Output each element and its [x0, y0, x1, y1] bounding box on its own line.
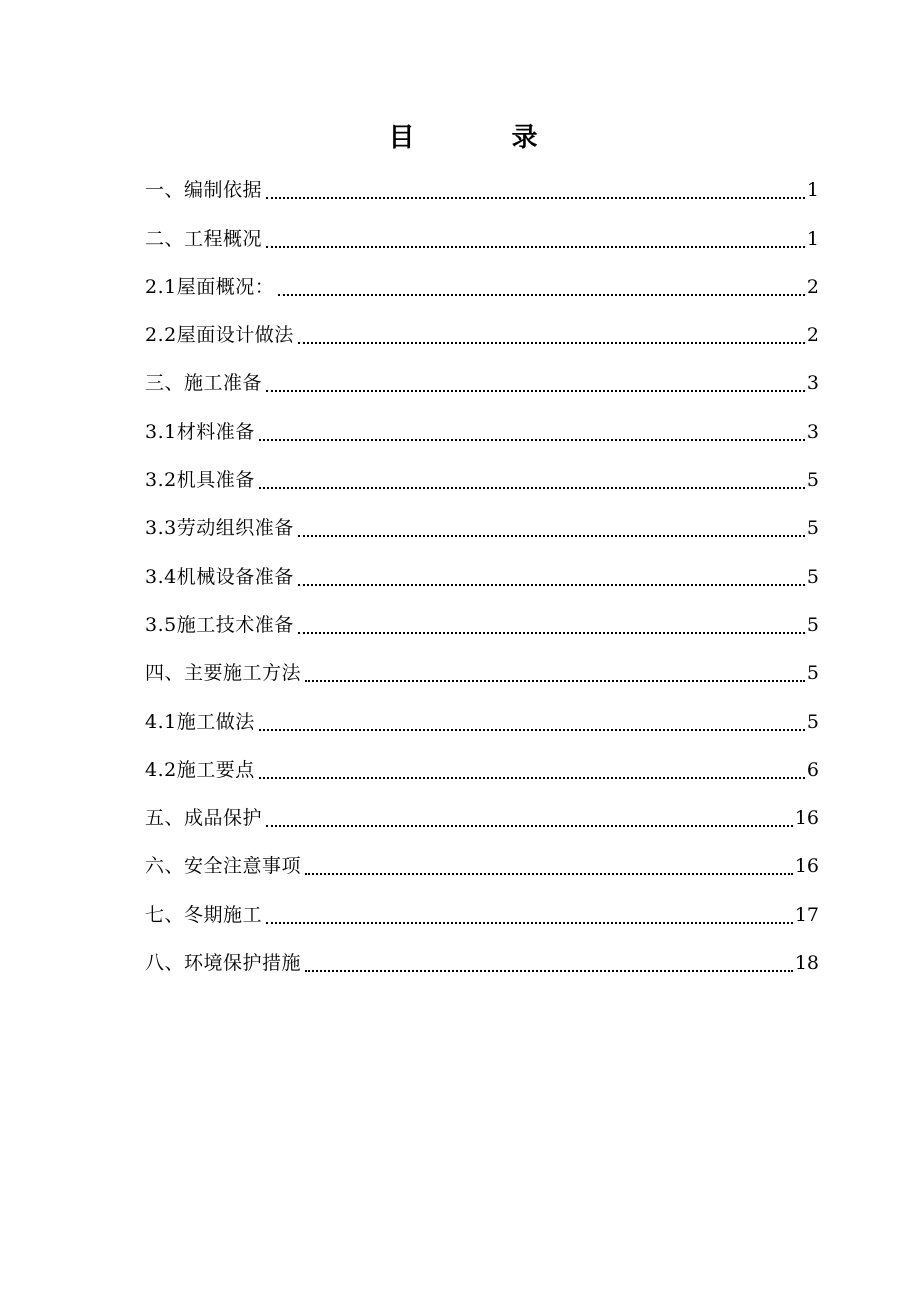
toc-entry-page: 5 [806, 517, 819, 540]
toc-entry-label: 三、施工准备 [145, 372, 263, 395]
toc-dot-leader [259, 439, 805, 441]
toc-entry-label: 七、冬期施工 [145, 903, 263, 926]
toc-entry-label: 3.5施工技术准备 [145, 613, 294, 636]
toc-entry-page: 5 [806, 565, 819, 588]
toc-dot-leader [266, 197, 805, 199]
toc-entry-page: 16 [794, 807, 819, 830]
toc-entry[interactable] [145, 259, 819, 307]
toc-entry-label: 2.2屋面设计做法 [145, 324, 294, 347]
toc-entry[interactable] [145, 452, 819, 500]
toc-entry-label: 4.2施工要点 [145, 758, 255, 781]
toc-dot-leader [266, 922, 793, 924]
toc-entry-page: 3 [806, 420, 819, 443]
toc-entry[interactable] [145, 548, 819, 596]
toc-entry[interactable] [145, 838, 819, 886]
toc-dot-leader [266, 825, 793, 827]
toc-entry[interactable] [145, 355, 819, 403]
toc-dot-leader [298, 342, 805, 344]
toc-entry-page: 1 [806, 227, 819, 250]
toc-entry-page: 1 [806, 179, 819, 202]
toc-entry[interactable] [145, 790, 819, 838]
toc-entry-label: 六、安全注意事项 [145, 855, 302, 878]
toc-entry[interactable] [145, 500, 819, 548]
toc-entry[interactable] [145, 886, 819, 934]
toc-entry-label: 一、编制依据 [145, 179, 263, 202]
toc-entry[interactable] [145, 307, 819, 355]
toc-entry[interactable] [145, 162, 819, 210]
toc-entry-label: 八、环境保护措施 [145, 952, 302, 975]
toc-entry-page: 17 [794, 903, 819, 926]
toc-entry-label: 四、主要施工方法 [145, 662, 302, 685]
toc-entry-label: 3.4机械设备准备 [145, 565, 294, 588]
toc-entry[interactable] [145, 210, 819, 258]
toc-entry-page: 3 [806, 372, 819, 395]
toc-entry-label: 4.1施工做法 [145, 710, 255, 733]
toc-entry-page: 5 [806, 613, 819, 636]
toc-entry-page: 5 [806, 469, 819, 492]
toc-entry-label: 3.3劳动组织准备 [145, 517, 294, 540]
toc-entry-label: 五、成品保护 [145, 807, 263, 830]
toc-list [145, 162, 819, 983]
toc-entry-page: 16 [794, 855, 819, 878]
toc-dot-leader [259, 487, 805, 489]
toc-title: 目 录 [388, 123, 582, 153]
toc-dot-leader [266, 246, 805, 248]
toc-entry-page: 2 [806, 324, 819, 347]
toc-dot-leader [259, 777, 805, 779]
toc-entry-label: 二、工程概况 [145, 227, 263, 250]
toc-entry-page: 18 [794, 952, 819, 975]
toc-entry-label: 3.1材料准备 [145, 420, 255, 443]
toc-dot-leader [259, 729, 805, 731]
toc-entry-page: 5 [806, 662, 819, 685]
toc-dot-leader [298, 632, 805, 634]
toc-entry-label: 3.2机具准备 [145, 469, 255, 492]
toc-entry[interactable] [145, 742, 819, 790]
toc-dot-leader [305, 680, 805, 682]
toc-entry-label: 2.1屋面概况： [145, 275, 275, 298]
toc-dot-leader [298, 584, 805, 586]
toc-dot-leader [305, 970, 793, 972]
toc-entry[interactable] [145, 935, 819, 983]
toc-entry[interactable] [145, 645, 819, 693]
toc-entry[interactable] [145, 693, 819, 741]
toc-dot-leader [298, 535, 805, 537]
toc-entry[interactable] [145, 597, 819, 645]
toc-entry-page: 5 [806, 710, 819, 733]
toc-entry-page: 2 [806, 275, 819, 298]
toc-dot-leader [278, 294, 805, 296]
toc-entry-page: 6 [806, 758, 819, 781]
toc-entry[interactable] [145, 403, 819, 451]
toc-dot-leader [266, 390, 805, 392]
toc-dot-leader [305, 873, 793, 875]
